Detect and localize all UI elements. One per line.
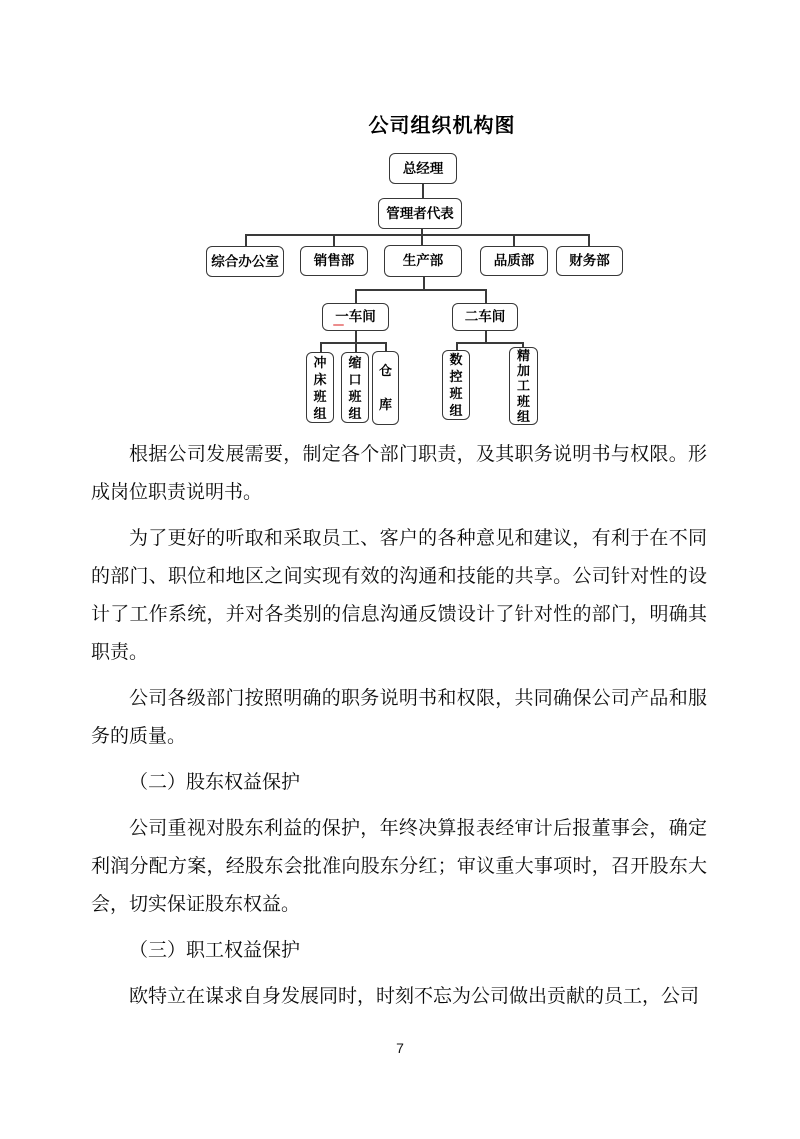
- chart-title: 公司组织机构图: [368, 115, 516, 137]
- connector-line: [522, 342, 524, 347]
- connector-line: [485, 331, 487, 342]
- connector-line: [422, 184, 424, 198]
- connector-line: [333, 234, 335, 246]
- org-node-punch-team: 冲床班组: [306, 352, 334, 423]
- org-node-necking-team: 缩口班组: [341, 352, 369, 423]
- connector-line: [513, 234, 515, 246]
- org-node-sales-dept: 销售部: [300, 246, 368, 276]
- org-node-workshop-1: 一车间: [322, 303, 389, 331]
- connector-line: [355, 331, 357, 342]
- page-number: 7: [396, 1040, 404, 1056]
- connector-line: [355, 342, 357, 352]
- org-node-general-manager: 总经理: [389, 153, 457, 184]
- org-node-cnc-team: 数控班组: [442, 350, 470, 420]
- connector-line: [456, 342, 523, 344]
- section-heading: （二）股东权益保护: [129, 772, 301, 793]
- org-node-workshop-2: 二车间: [452, 303, 518, 331]
- org-node-production-dept: 生产部: [384, 245, 462, 277]
- connector-line: [423, 277, 425, 289]
- org-node-finishing-team: 精加工班组: [509, 347, 538, 425]
- connector-line: [245, 234, 247, 246]
- org-node-management-representative: 管理者代表: [378, 198, 462, 229]
- org-node-finance-dept: 财务部: [556, 246, 623, 276]
- body-text: [91, 436, 707, 1024]
- org-node-quality-dept: 品质部: [480, 246, 548, 276]
- org-node-general-office: 综合办公室: [206, 246, 284, 277]
- connector-line: [588, 234, 590, 246]
- connector-line: [245, 234, 590, 236]
- section-heading: （三）职工权益保护: [129, 940, 301, 961]
- connector-line: [421, 229, 423, 246]
- spellcheck-underline: [333, 324, 344, 326]
- paragraph: 为了更好的听取和采取员工、客户的各种意见和建议，有利于在不同的部门、职位和地区之间实现有效的沟通和技能的共享。公司针对性的设计了工作系统，并对各类别的信息沟通反馈设计了针对性的部门，明确其职责。: [91, 528, 707, 663]
- org-node-warehouse: 仓库: [372, 351, 399, 425]
- paragraph: 公司重视对股东利益的保护，年终决算报表经审计后报董事会，确定利润分配方案，经股东会批准向股东分红；审议重大事项时，召开股东大会，切实保证股东权益。: [91, 818, 707, 915]
- connector-line: [320, 342, 322, 352]
- connector-line: [485, 289, 487, 303]
- connector-line: [320, 342, 386, 344]
- connector-line: [456, 342, 458, 350]
- connector-line: [385, 342, 387, 351]
- connector-line: [355, 289, 357, 303]
- connector-line: [355, 289, 486, 291]
- paragraph: 根据公司发展需要，制定各个部门职责，及其职务说明书与权限。形成岗位职责说明书。: [91, 444, 707, 503]
- paragraph: 公司各级部门按照明确的职务说明书和权限，共同确保公司产品和服务的质量。: [91, 688, 707, 747]
- paragraph: 欧特立在谋求自身发展同时，时刻不忘为公司做出贡献的员工，公司: [129, 986, 700, 1007]
